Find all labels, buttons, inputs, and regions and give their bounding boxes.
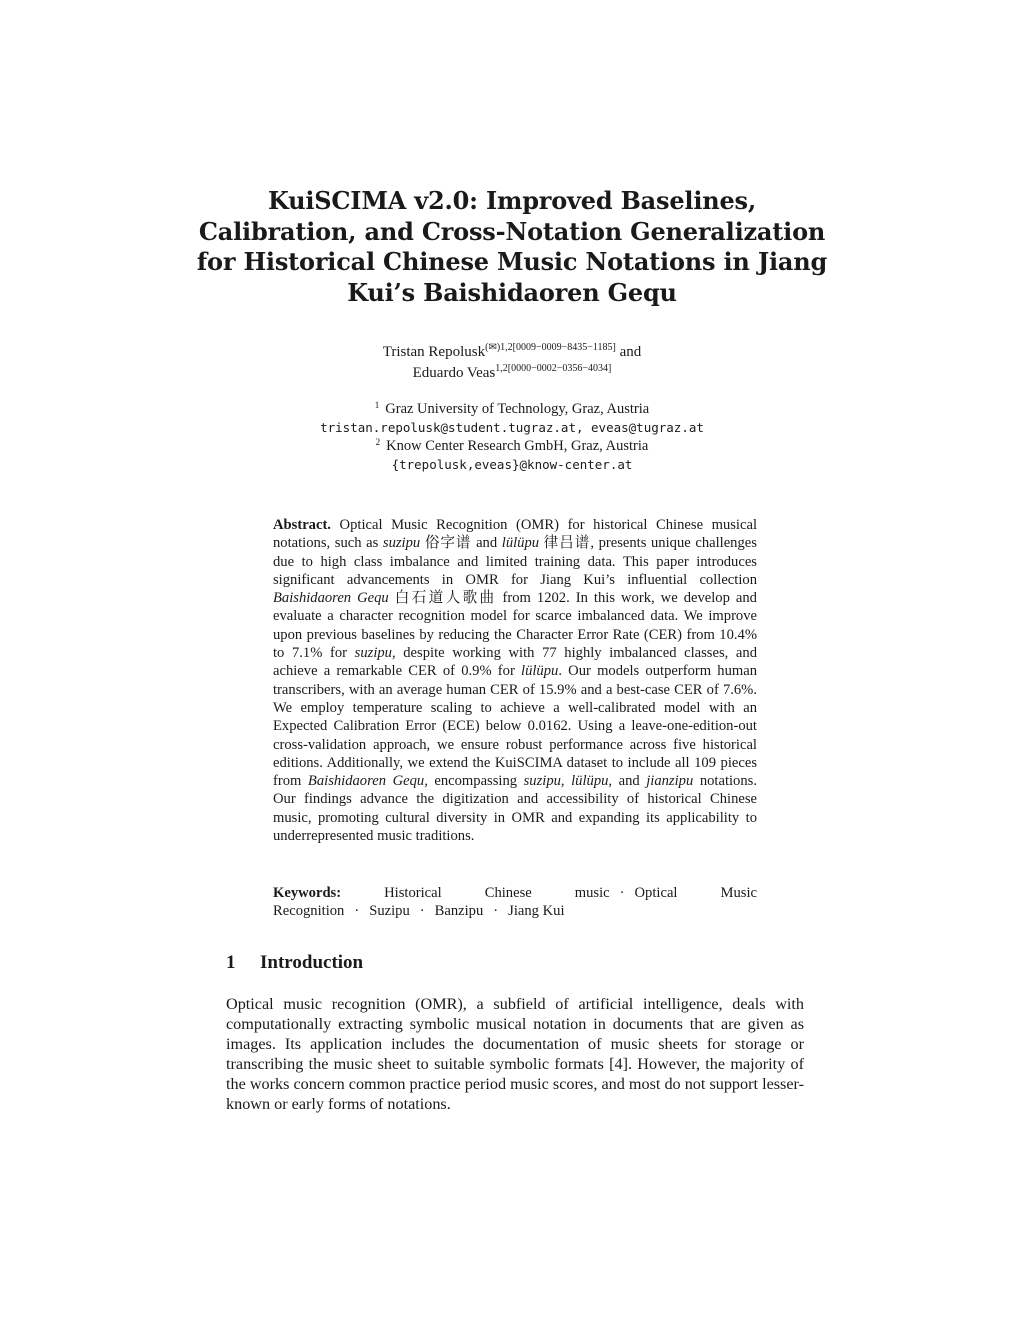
term-jianzipu: jianzipu	[646, 773, 694, 790]
section-title: Introduction	[260, 952, 364, 973]
term-title: Baishidaoren Gequ	[307, 773, 425, 790]
keyword-separator: ·	[619, 885, 625, 901]
title-line: Calibration, and Cross-Notation Generalization	[198, 216, 826, 246]
affil-number: 1	[374, 400, 380, 410]
title-line: for Historical Chinese Music Notations in Jiang	[196, 247, 828, 276]
keyword: Historical Chinese music	[384, 885, 610, 901]
term-suzipu: suzipu	[382, 535, 421, 552]
affil-text: Graz University of Technology, Graz, Austria	[385, 401, 650, 417]
author-name: Eduardo Veas	[412, 365, 496, 381]
keyword-separator: ·	[419, 903, 425, 920]
affil-email[interactable]: tristan.repolusk@student.tugraz.at, eveas@tugraz.at	[320, 419, 704, 435]
keyword: Jiang Kui	[508, 903, 565, 920]
affil-text: Know Center Research GmbH, Graz, Austria	[386, 438, 649, 454]
paper-title	[180, 186, 844, 308]
abstract-text: , despite working with 77 highly imbalanced classes, and achieve a remarkable CER of 0.9% for	[273, 645, 757, 680]
author-connector: and	[619, 344, 642, 360]
keyword: Banzipu	[434, 903, 484, 920]
abstract	[273, 516, 757, 845]
abstract-text: Optical Music Recognition (OMR) for historical Chinese musical notations, such as	[273, 517, 758, 552]
abstract-text: , encompassing	[424, 773, 518, 790]
title-line: Kui’s Baishidaoren Gequ	[347, 277, 677, 307]
term-suzipu: suzipu	[354, 645, 392, 662]
abstract-text: from 1202. In this work, we develop and evaluate a character recognition model for scarce imbalanced data. We improve upon previous baselines by reducing the Character Error Rate (CER) from 10.4% to 7.1% for	[273, 590, 757, 662]
keywords-label: Keywords:	[273, 885, 342, 901]
author-list	[200, 342, 824, 384]
section-heading	[226, 952, 363, 974]
affil-email[interactable]: {trepolusk,eveas}@know-center.at	[391, 456, 633, 472]
term-chinese: 律吕谱	[543, 535, 591, 552]
term-suzipu: suzipu	[523, 773, 561, 790]
keyword: Optical Music Recognition	[273, 885, 757, 920]
abstract-text: . Our models outperform human transcribers, with an average human CER of 15.9% and a best-case CER of 7.6%. We employ temperature scaling to achieve a well-calibrated model with an Expected Calibration Error (ECE) below 0.0162. Using a leave-one-edition-out cross-validation approach, we ensure robust performance across five historical editions. Additionally, we extend the KuiSCIMA dataset to include all 109 pieces from	[273, 663, 757, 790]
title-line: KuiSCIMA v2.0: Improved Baselines,	[267, 186, 757, 215]
affil-number: 2	[375, 437, 381, 447]
abstract-label: Abstract.	[273, 517, 331, 533]
term-lulupu: lülüpu	[521, 663, 559, 680]
intro-paragraph: Optical music recognition (OMR), a subfield of artificial intelligence, deals with computationally extracting symbolic musical notation in documents that are given as images. Its application includes the documentation of music sheets for storage or transcribing the music sheet to suitable symbolic formats [4]. However, the majority of the works concern common practice period music scores, and most do not support lesser-known or early forms of notations.	[226, 995, 804, 1113]
term-lulupu: lülüpu	[501, 535, 540, 552]
abstract-text: notations. Our findings advance the digitization and accessibility of historical Chinese music, promoting cultural diversity in OMR and expanding its applicability to underrepresented music traditions.	[273, 773, 757, 845]
term-lulupu: lülüpu	[571, 773, 609, 790]
keywords	[273, 884, 757, 921]
keyword-separator: ·	[354, 903, 360, 920]
abstract-text: , presents unique challenges due to high class imbalance and limited training data. This paper introduces significant advancements in OMR for Jiang Kui’s influential collection	[273, 535, 757, 588]
term-chinese: 白石道人歌曲	[394, 590, 497, 607]
author-orcid: 1,2[0000−0002−0356−4034]	[495, 363, 612, 374]
keyword-separator: ·	[493, 903, 499, 920]
keyword: Suzipu	[369, 903, 410, 920]
author-name: Tristan Repolusk	[382, 344, 486, 360]
abstract-text: and	[476, 535, 498, 552]
abstract-text: , and	[608, 773, 640, 790]
abstract-text: ,	[560, 773, 565, 790]
term-title: Baishidaoren Gequ	[273, 590, 389, 607]
term-chinese: 俗字谱	[424, 535, 472, 552]
author-orcid: (✉)1,2[0009−0009−8435−1185]	[485, 342, 616, 353]
section-number: 1	[226, 952, 236, 973]
affiliations	[200, 400, 824, 474]
